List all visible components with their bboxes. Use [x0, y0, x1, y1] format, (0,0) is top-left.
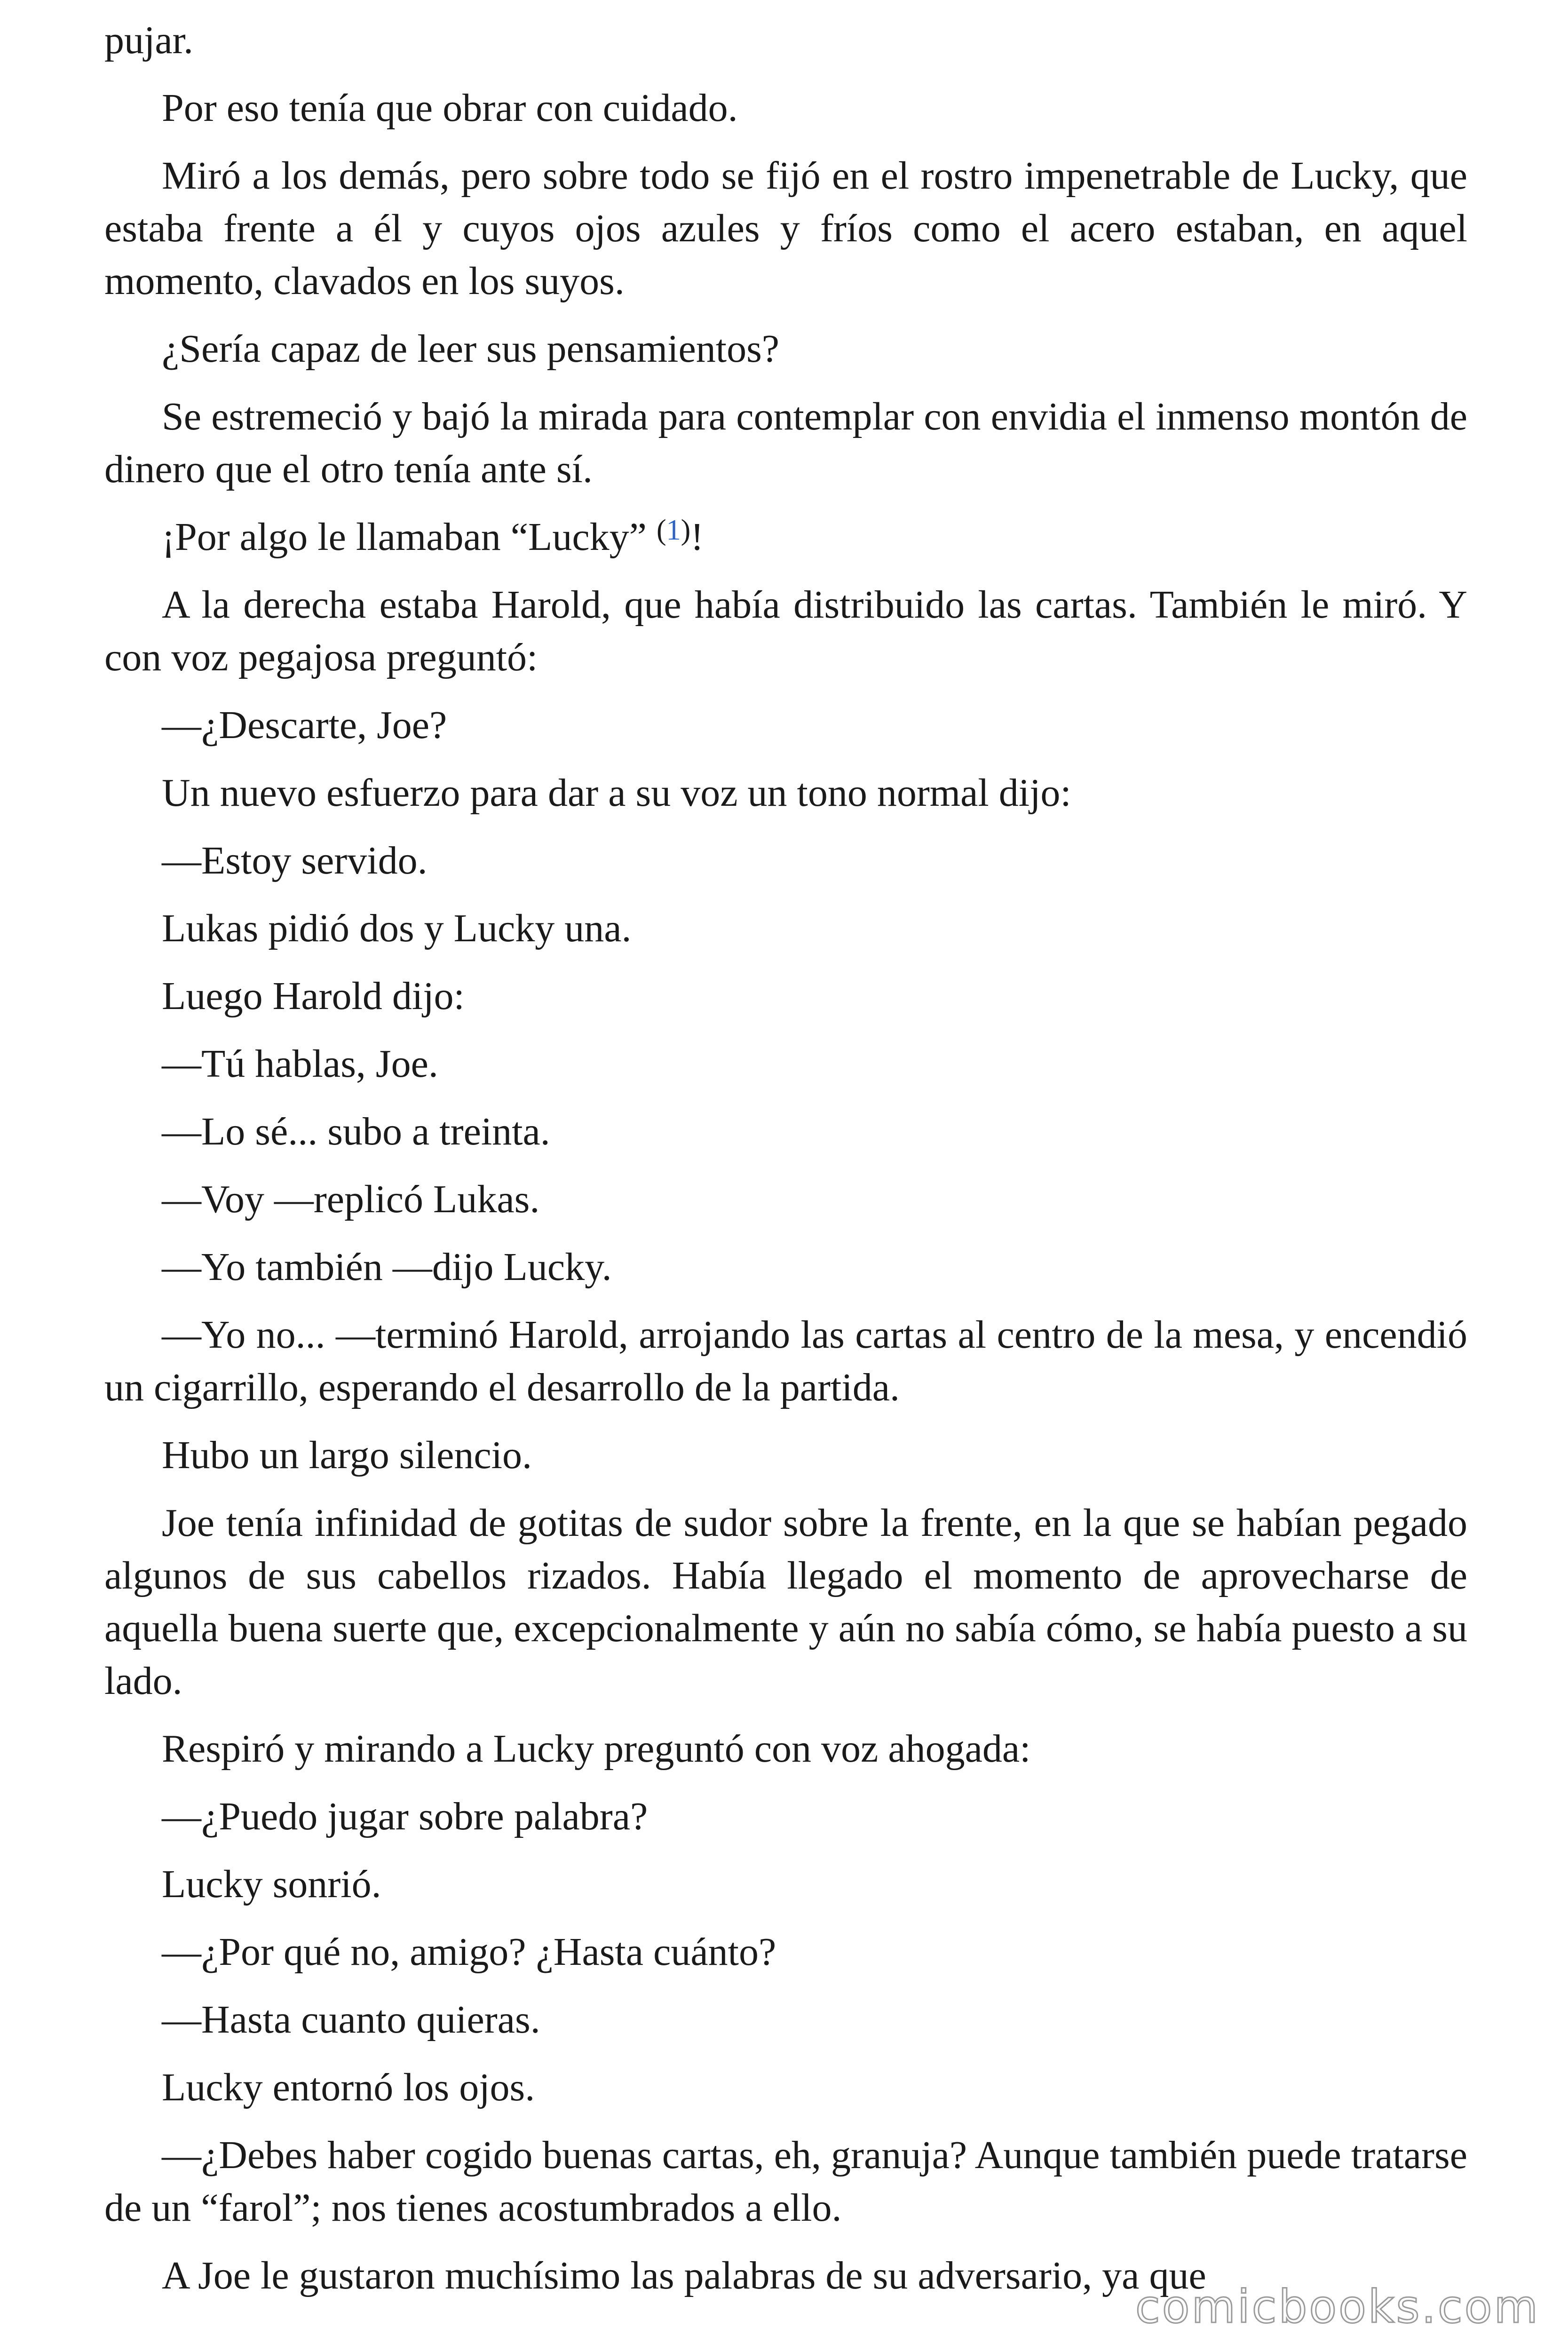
paragraph-text: Lukas pidió dos y Lucky una.	[162, 906, 632, 950]
paragraph	[104, 150, 1467, 308]
paragraph-text: Por eso tenía que obrar con cuidado.	[162, 86, 738, 130]
paragraph-text: —¿Debes haber cogido buenas cartas, eh, granuja? Aunque también puede tratarse de un “farol”; nos tienes acostumbrados a ello.	[104, 2133, 1467, 2230]
paragraph	[104, 14, 1467, 67]
footnote-open-paren: (	[656, 514, 666, 546]
paragraph-text: ¿Sería capaz de leer sus pensamientos?	[162, 327, 780, 371]
body-text	[104, 14, 1467, 2317]
paragraph-text: —Estoy servido.	[162, 839, 428, 882]
paragraph	[104, 1497, 1467, 1708]
paragraph	[104, 834, 1467, 887]
paragraph-text: A Joe le gustaron muchísimo las palabras de su adversario, ya que	[162, 2254, 1206, 2297]
paragraph-text: —Yo también —dijo Lucky.	[162, 1245, 612, 1289]
paragraph	[104, 1723, 1467, 1775]
paragraph-text: Lucky entornó los ojos.	[162, 2066, 535, 2109]
paragraph-text: Miró a los demás, pero sobre todo se fijó en el rostro impenetrable de Lucky, que estaba frente a él y cuyos ojos azules y fríos como el acero estaban, en aquel momento, clavados en los suyos.	[104, 154, 1467, 303]
paragraph	[104, 1105, 1467, 1158]
paragraph-text: Luego Harold dijo:	[162, 974, 465, 1018]
paragraph	[104, 390, 1467, 496]
paragraph-text: ¡Por algo le llamaban “Lucky”	[162, 515, 647, 559]
paragraph-text: —¿Descarte, Joe?	[162, 703, 447, 747]
paragraph	[104, 1173, 1467, 1226]
paragraph-text: —¿Por qué no, amigo? ¿Hasta cuánto?	[162, 1930, 776, 1974]
paragraph-text: —Hasta cuanto quieras.	[162, 1998, 540, 2042]
paragraph	[104, 1994, 1467, 2046]
paragraph	[104, 699, 1467, 752]
paragraph	[104, 579, 1467, 684]
paragraph-text: pujar.	[104, 18, 193, 62]
paragraph	[104, 82, 1467, 135]
footnote-number[interactable]: 1	[666, 514, 681, 546]
footnote-reference[interactable]	[657, 514, 690, 546]
paragraph	[104, 511, 1467, 564]
paragraph	[104, 1790, 1467, 1843]
paragraph-text: —¿Puedo jugar sobre palabra?	[162, 1795, 648, 1838]
paragraph-text: —Lo sé... subo a treinta.	[162, 1110, 550, 1153]
paragraph	[104, 1858, 1467, 1911]
paragraph-tail: !	[690, 515, 704, 559]
paragraph-text: Joe tenía infinidad de gotitas de sudor sobre la frente, en la que se habían pegado algunos de sus cabellos rizados. Había llegado el momento de aprovecharse de aquella buena suerte que, excepcionalmente y aún no sabía cómo, se había puesto a su lado.	[104, 1501, 1467, 1703]
paragraph-text: —Tú hablas, Joe.	[162, 1042, 438, 1086]
paragraph-text: —Yo no... —terminó Harold, arrojando las cartas al centro de la mesa, y encendió un cigarrillo, esperando el desarrollo de la partida.	[104, 1313, 1467, 1409]
paragraph-text: Se estremeció y bajó la mirada para contemplar con envidia el inmenso montón de dinero que el otro tenía ante sí.	[104, 395, 1467, 491]
paragraph	[104, 1038, 1467, 1090]
paragraph-text: Respiró y mirando a Lucky preguntó con voz ahogada:	[162, 1727, 1031, 1771]
paragraph	[104, 2129, 1467, 2234]
watermark: comicbooks.com	[1135, 2280, 1540, 2333]
paragraph	[104, 970, 1467, 1023]
paragraph-text: Hubo un largo silencio.	[162, 1433, 532, 1477]
paragraph	[104, 1926, 1467, 1979]
paragraph	[104, 1309, 1467, 1414]
paragraph-text: A la derecha estaba Harold, que había distribuido las cartas. También le miró. Y con voz pegajosa preguntó:	[104, 583, 1467, 679]
paragraph-text: Lucky sonrió.	[162, 1862, 381, 1906]
paragraph-text: Un nuevo esfuerzo para dar a su voz un tono normal dijo:	[162, 771, 1071, 815]
paragraph	[104, 767, 1467, 819]
paragraph	[104, 2061, 1467, 2114]
paragraph-text: —Voy —replicó Lukas.	[162, 1177, 540, 1221]
paragraph	[104, 1429, 1467, 1482]
footnote-close-paren: )	[681, 514, 691, 546]
paragraph	[104, 1241, 1467, 1294]
paragraph	[104, 902, 1467, 955]
paragraph	[104, 323, 1467, 375]
